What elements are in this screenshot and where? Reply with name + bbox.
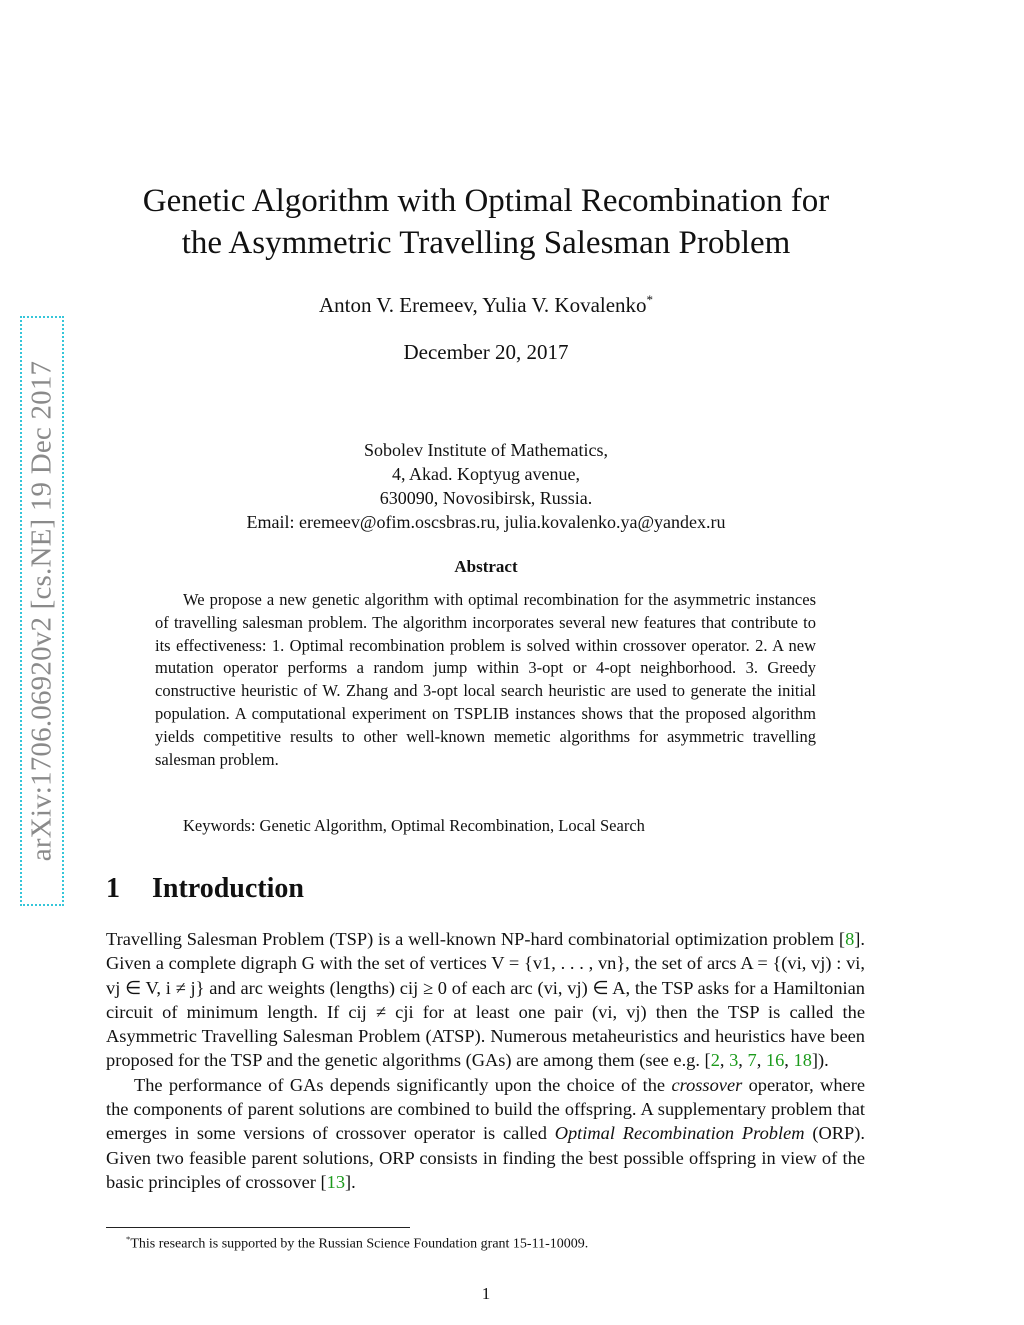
paper-title: [100, 180, 872, 264]
author-names: Anton V. Eremeev, Yulia V. Kovalenko: [318, 293, 647, 317]
footnote-mark: *: [126, 1234, 131, 1244]
paragraph-text: ].: [345, 1171, 356, 1192]
footnote-rule: [106, 1227, 410, 1228]
author-footnote-mark[interactable]: *: [646, 292, 654, 307]
section-number: 1: [106, 873, 120, 904]
affiliation-line: 630090, Novosibirsk, Russia.: [379, 488, 593, 508]
keywords: Keywords: Genetic Algorithm, Optimal Recombination, Local Search: [183, 816, 645, 835]
citation-link[interactable]: 8: [845, 929, 855, 949]
affiliation-line: Sobolev Institute of Mathematics,: [364, 440, 608, 460]
title-line-2: the Asymmetric Travelling Salesman Problem: [181, 225, 791, 261]
arxiv-id: arXiv:1706.06920v2 [cs.NE] 19 Dec 2017: [25, 360, 58, 862]
abstract-text: We propose a new genetic algorithm with optimal recombination for the asymmetric instances of travelling salesman problem. The algorithm incorporates several new features that contribute to its effectiveness: 1. Optimal recombination problem is solved within crossover operator. 2. A new mutation operator performs a random jump within 3-opt or 4-opt neighborhood. 3. Greedy constructive heuristic of W. Zhang and 3-opt local search heuristic are used to generate the initial population. A computational experiment on TSPLIB instances shows that the proposed algorithm yields competitive results to other well-known memetic algorithms for asymmetric travelling salesman problem.: [155, 590, 816, 769]
citation-link[interactable]: 16: [765, 1050, 785, 1071]
paragraph-text: (ORP). Given two feasible parent solutions, ORP consists in finding the best possible offspring in view of the basic principles of crossover [: [106, 1123, 865, 1192]
citation-separator: ,: [784, 1050, 794, 1071]
paragraph-text: ]).: [811, 1050, 829, 1071]
citation-separator: ,: [756, 1050, 766, 1071]
title-line-1: Genetic Algorithm with Optimal Recombination for: [142, 183, 830, 219]
affiliation: [100, 438, 872, 534]
authors: [100, 292, 872, 318]
affiliation-email: Email: eremeev@ofim.oscsbras.ru, julia.kovalenko.ya@yandex.ru: [246, 512, 726, 532]
citation-link[interactable]: 3: [729, 1050, 739, 1071]
affiliation-line: 4, Akad. Koptyug avenue,: [392, 464, 580, 484]
paragraph: [106, 1073, 865, 1194]
section-title: Introduction: [152, 873, 304, 904]
citation-separator: ,: [738, 1050, 748, 1071]
citation-link[interactable]: 2: [710, 1050, 720, 1071]
paragraph: [106, 927, 865, 1073]
footnote: [126, 1234, 588, 1253]
emphasis: crossover: [671, 1074, 743, 1095]
section-heading: [106, 873, 304, 905]
citation-link[interactable]: 7: [747, 1050, 757, 1071]
arxiv-stamp: [20, 316, 64, 906]
citation-link[interactable]: 18: [793, 1050, 812, 1071]
emphasis: Optimal Recombination Problem: [554, 1123, 805, 1144]
paper-date: December 20, 2017: [403, 340, 569, 364]
citation-link[interactable]: 13: [326, 1171, 346, 1192]
paragraph-text: The performance of GAs depends significantly upon the choice of the: [134, 1074, 672, 1095]
abstract-heading: Abstract: [454, 557, 518, 576]
body-text: [106, 927, 865, 1194]
paragraph-text: operator, where the components of parent solutions are combined to build the offspring. A supplementary problem that emerges in some versions of crossover operator is called: [106, 1074, 865, 1144]
paragraph-text: ]. Given a complete digraph G with the set of vertices V = {v1, . . . , vn}, the set of arcs A = {(vi, vj) : vi, vj ∈ V, i ≠ j} and arc weights (lengths) cij ≥ 0 of each arc (vi, vj) ∈ A, the TSP asks for a Hamiltonian circuit of minimum length. If cij ≠ cji for at least one pair (vi, vj) then the TSP is called the Asymmetric Travelling Salesman Problem (ATSP). Numerous metaheuristics and heuristics have been proposed for the TSP and the genetic algorithms (GAs) are among them (see e.g. [: [106, 929, 865, 1071]
page-number: 1: [481, 1284, 491, 1303]
paragraph-text: Travelling Salesman Problem (TSP) is a well-known NP-hard combinatorial optimization problem [: [106, 929, 846, 949]
footnote-text: This research is supported by the Russian Science Foundation grant 15-11-10009.: [130, 1236, 589, 1252]
citation-separator: ,: [719, 1050, 730, 1071]
